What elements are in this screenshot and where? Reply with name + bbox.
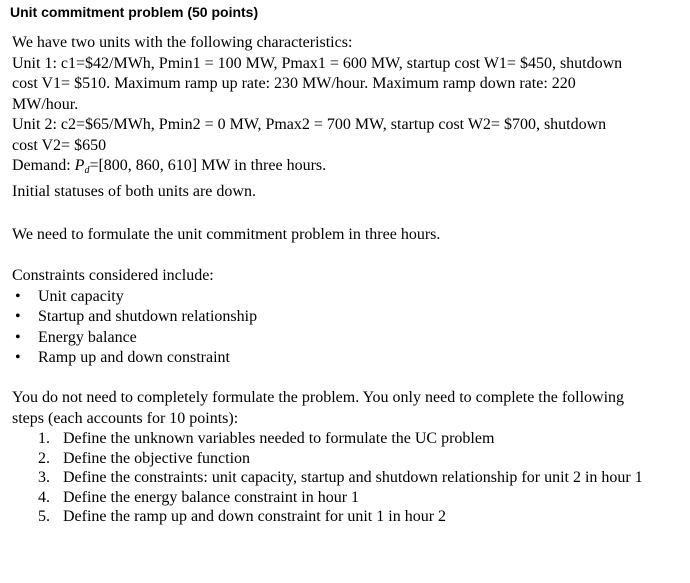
constraints-lead: Constraints considered include: xyxy=(12,267,214,284)
task-statement xyxy=(12,225,670,246)
bullet-icon: • xyxy=(15,287,21,305)
task-text: We need to formulate the unit commitment problem in three hours. xyxy=(12,226,441,243)
unit-characteristics xyxy=(12,33,670,202)
list-item xyxy=(12,507,670,527)
list-item xyxy=(12,429,670,449)
step-text: Define the objective function xyxy=(63,449,251,467)
initial-status: Initial statuses of both units are down. xyxy=(12,182,256,200)
steps-section xyxy=(12,388,670,527)
step-number: 5. xyxy=(38,508,50,525)
constraint-label: Unit capacity xyxy=(38,287,124,305)
steps-list xyxy=(12,429,670,527)
bullet-icon: • xyxy=(15,349,21,366)
list-item xyxy=(12,488,670,508)
steps-lead-line2: steps (each accounts for 10 points): xyxy=(12,409,239,427)
steps-lead-line1: You do not need to completely formulate the problem. You only need to complete the following xyxy=(12,389,625,406)
unit2-spec-line1: Unit 2: c2=$65/MWh, Pmin2 = 0 MW, Pmax2 = 700 MW, startup cost W2= $700, shutdown xyxy=(12,116,607,133)
list-item xyxy=(12,328,670,349)
constraint-label: Energy balance xyxy=(38,328,137,346)
constraints-list xyxy=(12,287,670,369)
list-item xyxy=(12,449,670,469)
demand-label: Demand: xyxy=(12,157,75,174)
unit2-spec-line2: cost V2= $650 xyxy=(12,136,107,154)
step-number: 2. xyxy=(38,449,50,467)
list-item xyxy=(12,348,670,369)
unit1-spec-line3: MW/hour. xyxy=(12,95,79,113)
demand-value: =[800, 860, 610] MW in three hours. xyxy=(89,157,327,174)
unit1-spec-line1: Unit 1: c1=$42/MWh, Pmin1 = 100 MW, Pmax1 = 600 MW, startup cost W1= $450, shutdown xyxy=(12,54,623,72)
constraint-label: Startup and shutdown relationship xyxy=(38,308,258,325)
list-item xyxy=(12,468,670,488)
step-text: Define the unknown variables needed to formulate the UC problem xyxy=(63,430,495,447)
step-text: Define the constraints: unit capacity, startup and shutdown relationship for unit 2 in hour 1 xyxy=(63,469,643,486)
list-item xyxy=(12,287,670,308)
unit1-spec-line2: cost V1= $510. Maximum ramp up rate: 230 MW/hour. Maximum ramp down rate: 220 xyxy=(12,75,576,92)
step-text: Define the energy balance constraint in hour 1 xyxy=(63,488,360,506)
step-number: 1. xyxy=(38,430,50,447)
list-item xyxy=(12,307,670,328)
step-number: 3. xyxy=(38,469,50,486)
constraints-section xyxy=(12,266,670,369)
demand-line xyxy=(12,156,670,182)
step-number: 4. xyxy=(38,488,50,506)
bullet-icon: • xyxy=(15,308,21,325)
demand-symbol: P xyxy=(74,157,85,174)
problem-heading: Unit commitment problem (50 points) xyxy=(10,4,259,20)
intro-lead: We have two units with the following characteristics: xyxy=(12,34,353,51)
bullet-icon: • xyxy=(15,328,21,346)
constraint-label: Ramp up and down constraint xyxy=(38,349,230,366)
demand-subscript: d xyxy=(84,165,90,176)
step-text: Define the ramp up and down constraint for unit 1 in hour 2 xyxy=(63,508,447,525)
